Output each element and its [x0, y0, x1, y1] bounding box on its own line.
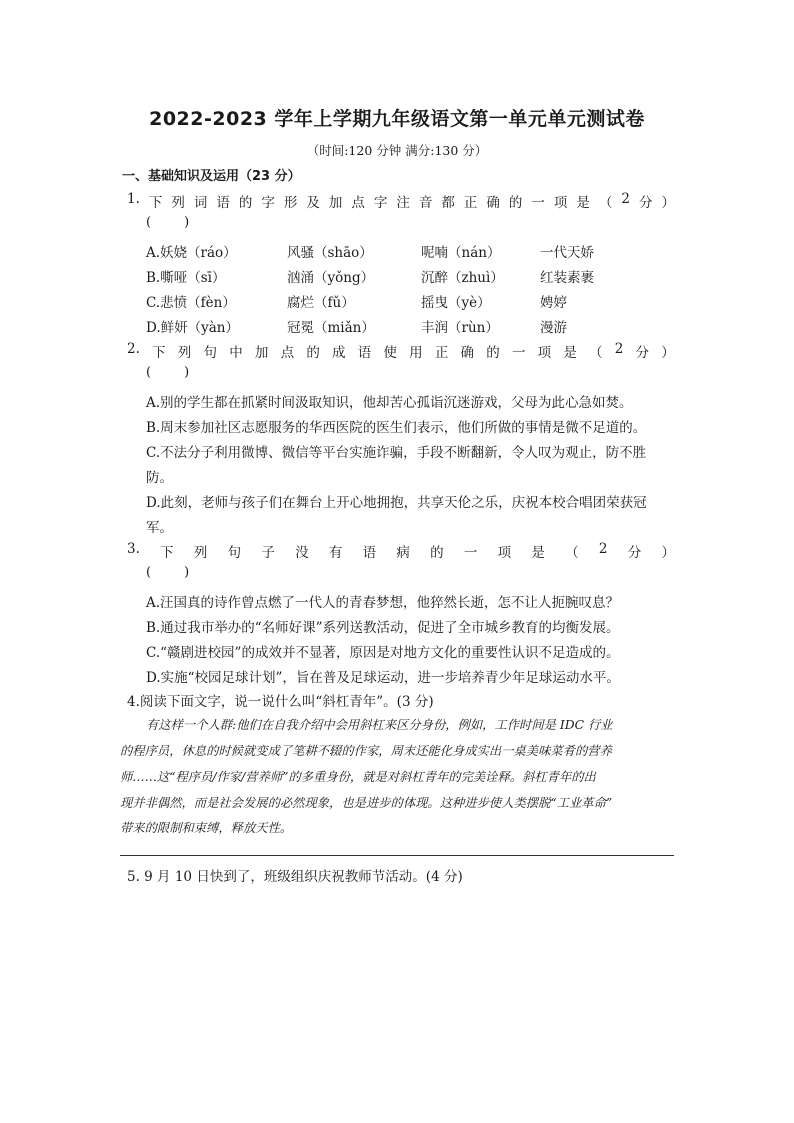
question-3-answer-paren: ( ) — [146, 565, 190, 580]
stem-char: 下 — [160, 545, 174, 561]
passage-line: 带来的限制和束缚，释放天性。 — [120, 821, 293, 835]
option-cell: 风骚（shāo） — [287, 245, 373, 261]
stem-char: 一 — [463, 545, 478, 561]
stem-char: 点 — [351, 195, 365, 211]
question-4-stem: 4.阅读下面文字，说一说什么叫“斜杠青年”。(3 分) — [127, 694, 434, 710]
option-line: C.不法分子利用微博、微信等平台实施诈骗，手段不断翻新，令人叹为观止，防不胜 — [146, 445, 647, 461]
stem-char: 注 — [396, 195, 410, 211]
option-line: 军。 — [146, 520, 173, 536]
stem-char: 一 — [511, 345, 526, 361]
stem-char: 字 — [373, 195, 388, 211]
stem-char: 项 — [537, 345, 552, 361]
option-cell: B.嘶哑（sī） — [146, 270, 226, 286]
stem-char: 2 — [598, 541, 608, 557]
stem-char: 是 — [531, 545, 545, 561]
question-2-stem — [127, 341, 675, 361]
stem-char: 成 — [332, 345, 346, 361]
stem-char: 有 — [328, 545, 343, 561]
stem-char: （ — [565, 545, 579, 561]
stem-char: 语 — [357, 345, 372, 361]
option-line: 防。 — [146, 470, 173, 486]
question-5-stem: 5. 9 月 10 日快到了，班级组织庆祝教师节活动。(4 分) — [127, 869, 463, 885]
option-cell: 呢喃（nán） — [421, 245, 501, 261]
stem-char: 加 — [254, 345, 269, 361]
stem-char: 及 — [306, 195, 320, 211]
option-line: B.通过我市举办的“名师好课”系列送教活动，促进了全市城乡教育的均衡发展。 — [146, 620, 620, 636]
stem-char: 列 — [171, 195, 185, 211]
option-cell: 摇曳（yè） — [421, 295, 491, 311]
exam-subtitle: （时间:120 分钟 满分:130 分） — [306, 143, 488, 158]
option-cell: 腐烂（fǔ） — [287, 295, 355, 311]
option-cell: 冠冕（miǎn） — [287, 320, 375, 336]
stem-char: 项 — [497, 545, 512, 561]
option-cell: A.妖娆（ráo） — [146, 245, 237, 261]
stem-char: 1. — [127, 191, 140, 207]
stem-char: 点 — [280, 345, 295, 361]
option-line: B.周末参加社区志愿服务的华西医院的医生们表示，他们所做的事情是微不足道的。 — [146, 420, 647, 436]
stem-char: （ — [589, 345, 603, 361]
option-line: A.汪国真的诗作曾点燃了一代人的青春梦想，他猝然长逝，怎不让人扼腕叹息？ — [146, 595, 620, 611]
stem-char: 都 — [441, 195, 455, 211]
option-cell: 丰润（rùn） — [421, 320, 499, 336]
stem-char: 的 — [486, 345, 500, 361]
passage-line: 有这样一个人群:他们在自我介绍中会用斜杠来区分身份，例如，工作时间是 IDC 行业 — [146, 718, 613, 732]
option-cell: 漫游 — [540, 320, 567, 336]
option-line: D.此刻，老师与孩子们在舞台上开心地拥抱，共享天伦之乐，庆祝本校合唱团荣获冠 — [146, 495, 647, 511]
stem-char: 句 — [203, 345, 217, 361]
stem-char: 病 — [396, 545, 410, 561]
option-cell: 娉婷 — [540, 295, 567, 311]
stem-char: 形 — [283, 195, 298, 211]
question-2-answer-paren: ( ) — [146, 365, 190, 380]
stem-char: 正 — [463, 195, 478, 211]
option-cell: 汹涌（yǒng） — [287, 270, 375, 286]
stem-char: ） — [661, 345, 675, 361]
stem-char: 词 — [193, 195, 208, 211]
stem-char: 确 — [460, 345, 475, 361]
stem-char: 加 — [328, 195, 343, 211]
stem-char: 3. — [127, 541, 140, 557]
stem-char: 语 — [216, 195, 230, 211]
stem-char: 字 — [261, 195, 275, 211]
option-line: C.“赣剧进校园”的成效并不显著，原因是对地方文化的重要性认识不足造成的。 — [146, 645, 620, 661]
stem-char: 下 — [148, 195, 163, 211]
stem-char: 2 — [621, 191, 630, 207]
stem-char: ） — [661, 195, 675, 211]
stem-char: 是 — [563, 345, 577, 361]
stem-char: 确 — [486, 195, 500, 211]
stem-char: 的 — [508, 195, 523, 211]
question-3-stem — [127, 541, 675, 561]
stem-char: 下 — [152, 345, 166, 361]
stem-char: 中 — [229, 345, 243, 361]
stem-char: 分 — [638, 195, 653, 211]
stem-char: 的 — [306, 345, 320, 361]
option-cell: 沉醉（zhuì） — [421, 270, 504, 286]
stem-char: 2. — [127, 341, 140, 357]
stem-char: 分 — [627, 545, 642, 561]
option-line: D.实施“校园足球计划”，旨在普及足球运动，进一步培养青少年足球运动水平。 — [146, 670, 620, 686]
option-line: A.别的学生都在抓紧时间汲取知识，他却苦心孤诣沉迷游戏，父母为此心急如焚。 — [146, 395, 633, 411]
section-heading: 一、基础知识及运用（23 分） — [122, 169, 301, 184]
option-cell: C.悲愤（fèn） — [146, 295, 236, 311]
stem-char: 的 — [238, 195, 253, 211]
stem-char: 分 — [635, 345, 650, 361]
stem-char: 用 — [409, 345, 423, 361]
passage-line: 现并非偶然，而是社会发展的必然现象，也是进步的体现。这种进步使人类摆脱“工业革命” — [120, 796, 613, 810]
stem-char: 一 — [531, 195, 545, 211]
option-cell: 红装素裹 — [540, 270, 594, 286]
exam-title: 2022-2023 学年上学期九年级语文第一单元单元测试卷 — [149, 108, 645, 130]
option-cell: D.鲜妍（yàn） — [146, 320, 240, 336]
stem-char: ） — [661, 545, 675, 561]
stem-char: 语 — [362, 545, 377, 561]
stem-char: 的 — [430, 545, 444, 561]
stem-char: 列 — [177, 345, 192, 361]
stem-char: 使 — [383, 345, 397, 361]
stem-char: 2 — [614, 341, 624, 357]
passage-line: 的程序员，休息的时候就变成了笔耕不辍的作家，周末还能化身成实出一桌美味菜肴的营养 — [120, 744, 612, 758]
question-1-answer-paren: ( ) — [146, 215, 190, 230]
stem-char: 句 — [227, 545, 242, 561]
option-cell: 一代天娇 — [540, 245, 594, 261]
stem-char: （ — [598, 195, 613, 211]
stem-char: 正 — [434, 345, 449, 361]
stem-char: 没 — [295, 545, 309, 561]
stem-char: 子 — [261, 545, 275, 561]
stem-char: 列 — [193, 545, 208, 561]
stem-char: 项 — [553, 195, 568, 211]
stem-char: 音 — [418, 195, 433, 211]
passage-line: 师……这“程序员/作家/营养师”的多重身份，就是对斜杠青年的完美诠释。斜杠青年的出 — [120, 770, 596, 784]
question-1-stem — [127, 191, 675, 211]
answer-line — [120, 855, 674, 856]
stem-char: 是 — [576, 195, 590, 211]
